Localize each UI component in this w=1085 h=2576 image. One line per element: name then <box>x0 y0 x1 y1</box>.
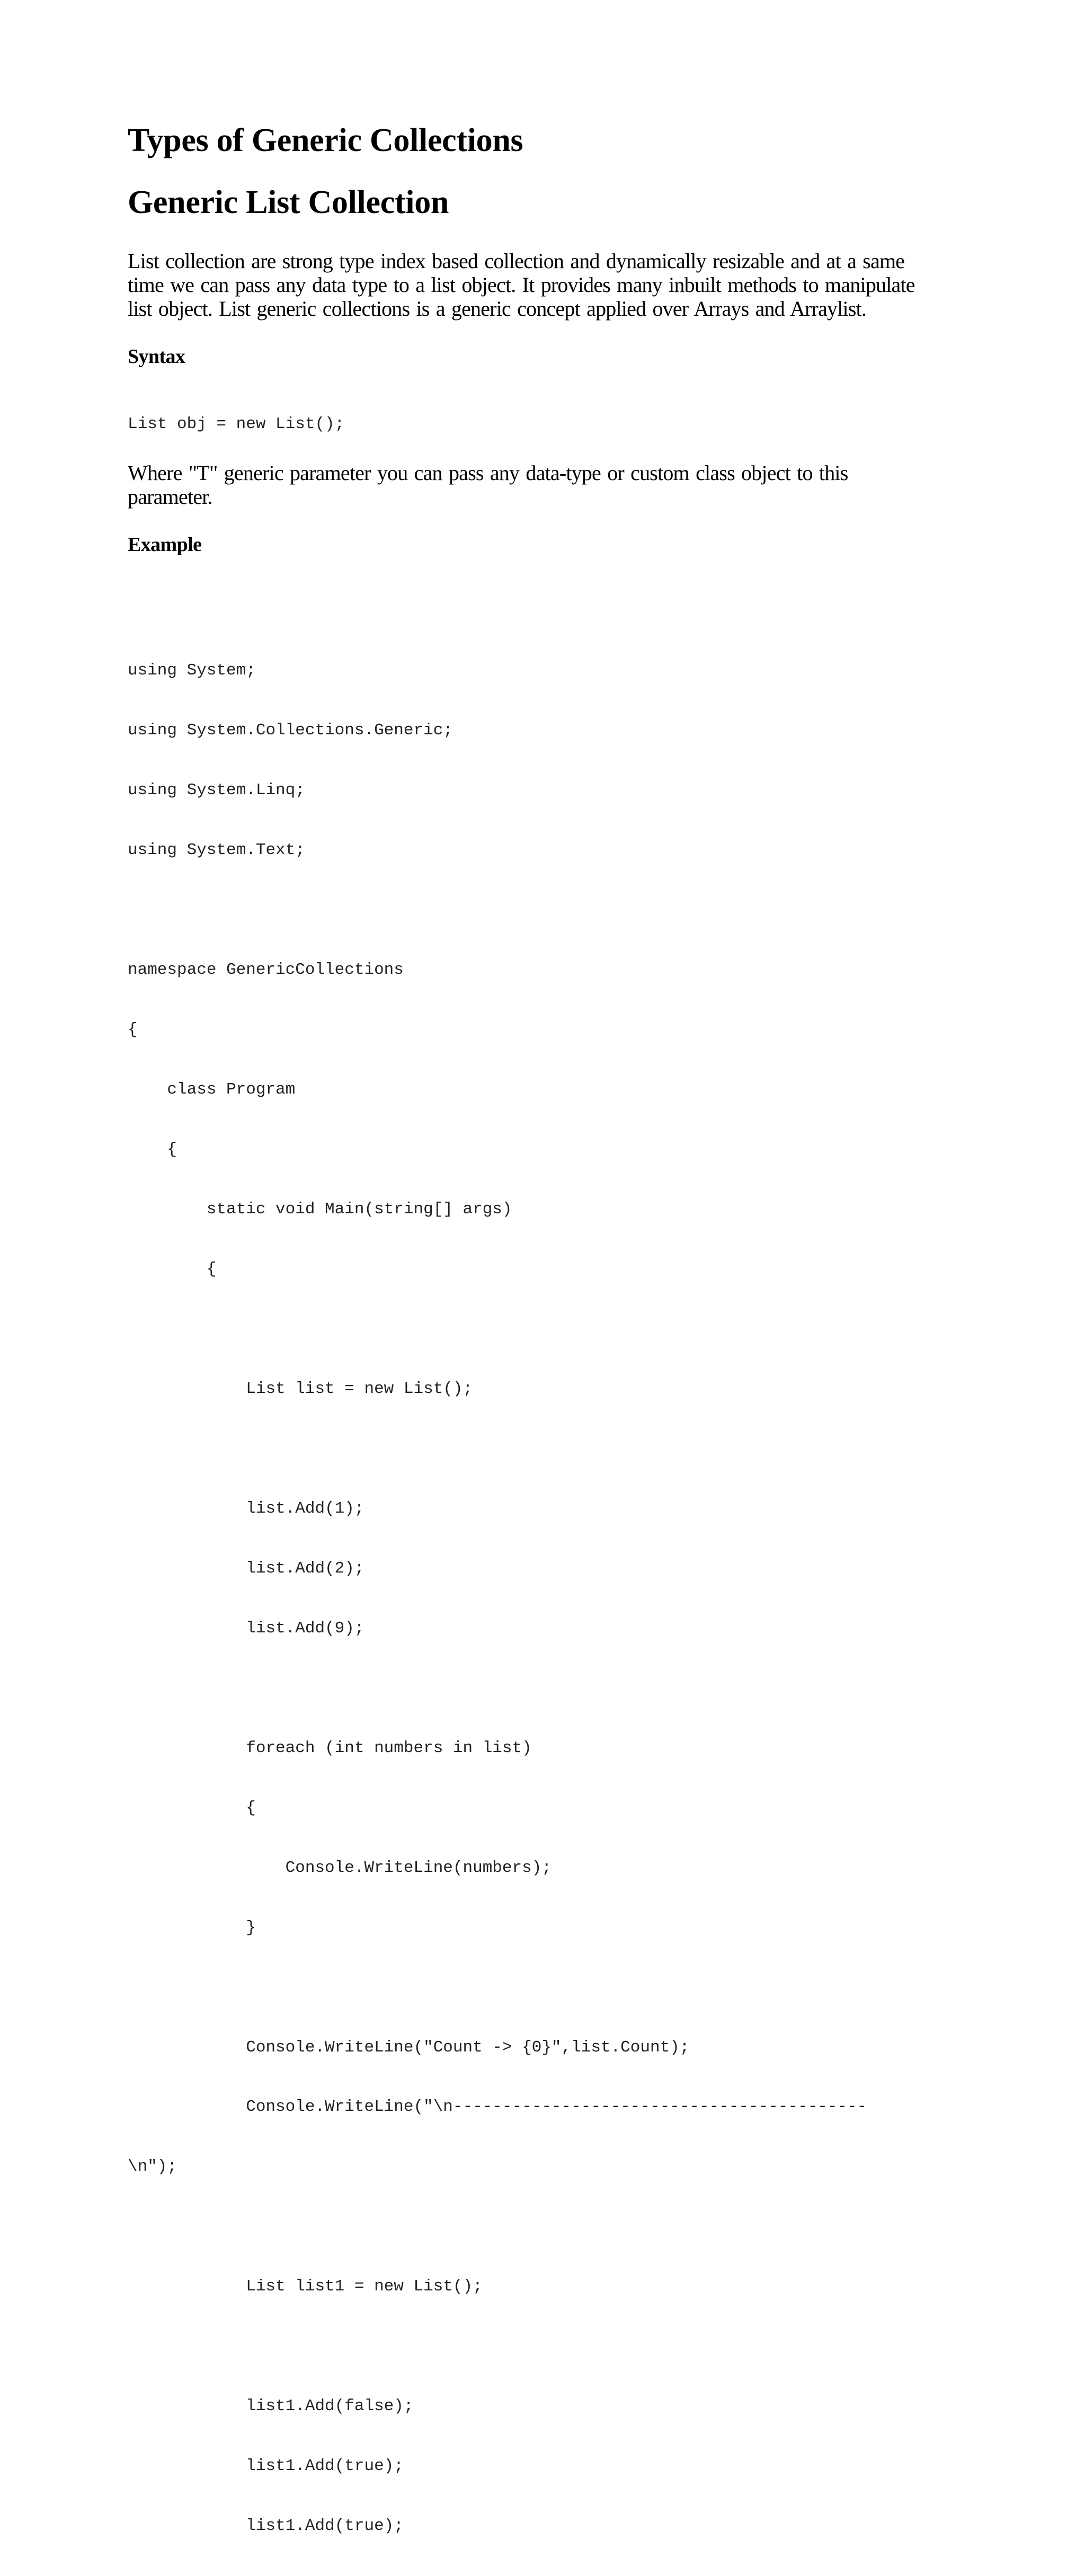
code-line <box>128 900 867 920</box>
code-line: { <box>128 1798 256 1817</box>
code-line: list1.Add(true); <box>128 2457 404 2476</box>
where-line: parameter. <box>128 485 212 509</box>
intro-paragraph <box>128 249 915 321</box>
code-line: List list = new List(); <box>128 1379 473 1398</box>
page-title: Types of Generic Collections <box>128 122 523 158</box>
code-line: list.Add(2); <box>128 1559 364 1578</box>
syntax-label: Syntax <box>128 345 185 368</box>
code-line: List list1 = new List(); <box>128 2277 483 2296</box>
code-line <box>128 2337 867 2357</box>
intro-line: time we can pass any data type to a list object. It provides many inbuilt methods to manipulate <box>128 273 915 297</box>
code-line: using System.Text; <box>128 841 305 860</box>
intro-line: List collection are strong type index based collection and dynamically resizable and at a same <box>128 249 905 273</box>
code-line: foreach (int numbers in list) <box>128 1738 532 1757</box>
code-line: { <box>128 1020 138 1040</box>
code-line: Console.WriteLine(numbers); <box>128 1858 552 1877</box>
code-line: using System.Linq; <box>128 781 305 800</box>
code-line: list1.Add(true); <box>128 2517 404 2536</box>
where-line: Where "T" generic parameter you can pass any data-type or custom class object to this <box>128 461 848 485</box>
code-line: list.Add(9); <box>128 1619 364 1638</box>
code-line: using System; <box>128 661 256 680</box>
section-heading: Generic List Collection <box>128 184 449 220</box>
code-line <box>128 2217 867 2237</box>
code-line: { <box>128 1140 177 1159</box>
syntax-code: List obj = new List(); <box>128 415 345 433</box>
code-line: using System.Collections.Generic; <box>128 721 453 740</box>
code-line: list1.Add(false); <box>128 2397 414 2416</box>
example-code-block <box>128 621 867 2576</box>
example-label: Example <box>128 534 202 556</box>
code-line: { <box>128 1259 217 1278</box>
where-paragraph <box>128 461 848 509</box>
code-line: Console.WriteLine("Count -> {0}",list.Count); <box>128 2038 690 2057</box>
code-line: \n"); <box>128 2157 177 2177</box>
code-line: list.Add(1); <box>128 1499 364 1518</box>
code-line: } <box>128 1918 256 1937</box>
code-line <box>128 1978 867 1998</box>
intro-line: list object. List generic collections is a generic concept applied over Arrays and Arraylist. <box>128 297 867 321</box>
code-line: namespace GenericCollections <box>128 961 404 980</box>
code-line: class Program <box>128 1080 296 1099</box>
code-line <box>128 1319 867 1339</box>
code-line: Console.WriteLine("\n------------------------------------------ <box>128 2098 867 2117</box>
code-line <box>128 1439 867 1459</box>
code-line <box>128 1678 867 1699</box>
code-line: static void Main(string[] args) <box>128 1200 512 1219</box>
